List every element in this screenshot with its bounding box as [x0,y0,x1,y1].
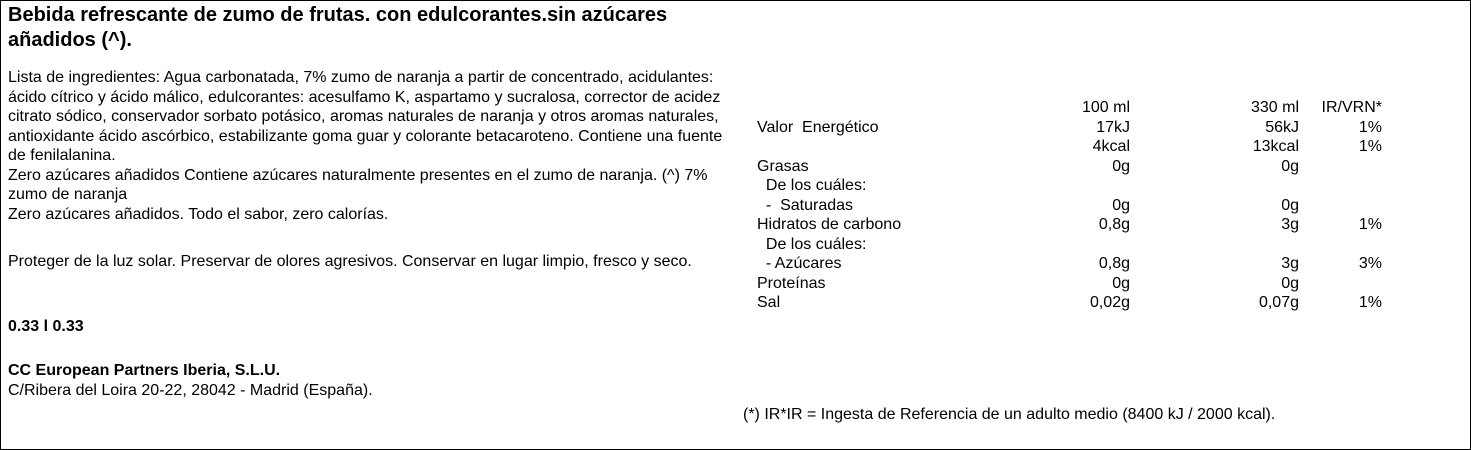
storage-text: Proteger de la luz solar. Preservar de olores agresivos. Conservar en lugar limpio, fresco y seco. [8,253,692,270]
value-ir: 1% [1358,294,1382,311]
value-ir: 1% [1358,216,1382,233]
value-100ml: 0g [1112,157,1130,175]
value-330ml: 0g [1281,196,1299,214]
ingredients-text: Lista de ingredientes: Agua carbonatada, 7% zumo de naranja a partir de concentrado, acidulantes: ácido cítrico y ácido málico, edulcorantes: acesulfamo K, aspartamo y sucralosa, corrector de acidez citrato sódico, conservador sorbato potásico, aromas naturales de naranja y otros aromas naturales, antioxidante ácido ascórbico, estabilizante goma guar y colorante betacaroteno. Contiene una fuente de fenilalanina. [8,69,723,164]
value-100ml: 0g [1112,274,1130,292]
company-address: C/Ribera del Loira 20-22, 28042 - Madrid (España). [8,381,373,399]
nutrition-row [757,215,1397,235]
nutrient-name: Sal [757,294,781,311]
header-100ml: 100 ml [1081,99,1130,116]
value-ir: 1% [1358,118,1382,136]
header-ir: IR/VRN* [1321,99,1382,116]
company-name: CC European Partners Iberia, S.L.U. [8,362,281,379]
nutrient-name: De los cuáles: [757,177,867,194]
nutrition-table [757,98,1397,313]
value-330ml: 13kcal [1252,138,1299,155]
nutrition-row [757,293,1397,313]
nutrition-header-row [757,98,1397,118]
flavor-claim-text: Zero azúcares añadidos. Todo el sabor, zero calorías. [8,205,389,223]
nutrient-name: Proteínas [757,274,826,292]
value-ir: 3% [1358,255,1382,272]
value-100ml: 4kcal [1092,138,1130,155]
nutrient-name: Grasas [757,157,809,175]
nutrition-row [757,118,1397,138]
value-330ml: 0,07g [1258,294,1299,311]
value-330ml: 3g [1281,216,1299,233]
sugar-claim-text: Zero azúcares añadidos Contiene azúcares naturalmente presentes en el zumo de naranja. (^) 7% zumo de naranja [8,166,708,203]
ingredients-block [8,68,733,224]
nutrition-row [757,176,1397,196]
value-ir: 1% [1358,138,1382,155]
value-100ml: 0g [1112,196,1130,214]
value-100ml: 0,8g [1098,216,1130,233]
value-330ml: 0g [1281,274,1299,292]
volume-text: 0.33 l 0.33 [8,318,84,335]
value-330ml: 3g [1281,255,1299,272]
nutrient-name: Valor Energético [757,118,879,136]
nutrition-row [757,274,1397,294]
nutrient-name: - Saturadas [757,196,854,214]
value-330ml: 0g [1281,157,1299,175]
storage-block [8,252,733,272]
value-100ml: 17kJ [1096,118,1130,136]
value-330ml: 56kJ [1265,118,1299,136]
reference-intake-footnote: (*) IR*IR = Ingesta de Referencia de un adulto medio (8400 kJ / 2000 kcal). [743,406,1276,423]
value-100ml: 0,8g [1098,255,1130,272]
nutrient-name: Hidratos de carbono [757,216,902,233]
company-block [8,361,733,400]
header-330ml: 330 ml [1250,99,1299,116]
nutrition-row [757,137,1397,157]
nutrition-row [757,254,1397,274]
value-100ml: 0,02g [1089,294,1130,311]
nutrient-name: - Azúcares [757,255,842,272]
nutrition-row [757,157,1397,177]
product-title: Bebida refrescante de zumo de frutas. con edulcorantes.sin azúcares añadidos (^). [8,4,668,51]
nutrition-row [757,235,1397,255]
nutrient-name: De los cuáles: [757,235,867,253]
nutrition-row [757,196,1397,216]
